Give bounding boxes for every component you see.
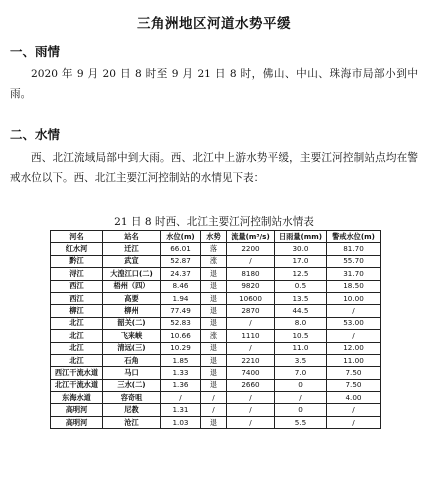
cell-warning-level: / — [327, 404, 381, 416]
header-flow: 流量(m³/s) — [227, 231, 275, 243]
cell-river: 东海水道 — [51, 392, 103, 404]
cell-rainfall: / — [275, 392, 327, 404]
cell-water-level: 1.31 — [161, 404, 201, 416]
cell-water-level: 1.85 — [161, 354, 201, 366]
cell-water-level: 10.66 — [161, 330, 201, 342]
cell-river: 西江 — [51, 280, 103, 292]
table-row — [51, 416, 381, 428]
cell-rainfall: 5.5 — [275, 416, 327, 428]
cell-station: 高要 — [103, 292, 161, 304]
cell-flow: 9820 — [227, 280, 275, 292]
cell-rainfall: 10.5 — [275, 330, 327, 342]
cell-water-level: 1.94 — [161, 292, 201, 304]
cell-water-level: 24.37 — [161, 268, 201, 280]
cell-rainfall: 7.0 — [275, 367, 327, 379]
table-row — [51, 305, 381, 317]
cell-trend: 退 — [201, 354, 227, 366]
cell-river: 西江干流水道 — [51, 367, 103, 379]
cell-flow: / — [227, 255, 275, 267]
cell-river: 高明河 — [51, 416, 103, 428]
table-caption: 21 日 8 时西、北江主要江河控制站水情表 — [114, 216, 314, 228]
cell-rainfall: 11.0 — [275, 342, 327, 354]
cell-warning-level: 12.00 — [327, 342, 381, 354]
cell-flow: 1110 — [227, 330, 275, 342]
cell-trend: / — [201, 404, 227, 416]
cell-river: 柳江 — [51, 305, 103, 317]
table-row — [51, 342, 381, 354]
cell-trend: 退 — [201, 379, 227, 391]
cell-warning-level: 31.70 — [327, 268, 381, 280]
cell-flow: 2210 — [227, 354, 275, 366]
table-header-row — [51, 231, 381, 243]
cell-warning-level: 53.00 — [327, 317, 381, 329]
cell-water-level: 52.87 — [161, 255, 201, 267]
water-level-table — [50, 230, 381, 429]
section-heading-rain: 一、雨情 — [10, 44, 61, 59]
section-text-rain: 2020 年 9 月 20 日 8 时至 9 月 21 日 8 时，佛山、中山、珠海市局部小到中雨。 — [10, 68, 418, 100]
cell-river: 北江干流水道 — [51, 379, 103, 391]
cell-water-level: 10.29 — [161, 342, 201, 354]
cell-river: 西江 — [51, 292, 103, 304]
cell-station: 柳州 — [103, 305, 161, 317]
cell-trend: 退 — [201, 280, 227, 292]
cell-river: 北江 — [51, 330, 103, 342]
table-row — [51, 268, 381, 280]
cell-flow: / — [227, 404, 275, 416]
header-water-level: 水位(m) — [161, 231, 201, 243]
table-row — [51, 330, 381, 342]
table-row — [51, 243, 381, 255]
cell-station: 石角 — [103, 354, 161, 366]
cell-water-level: 52.83 — [161, 317, 201, 329]
cell-flow: 7400 — [227, 367, 275, 379]
cell-rainfall: 44.5 — [275, 305, 327, 317]
cell-river: 红水河 — [51, 243, 103, 255]
table-row — [51, 367, 381, 379]
cell-station: 飞来峡 — [103, 330, 161, 342]
cell-flow: 2660 — [227, 379, 275, 391]
cell-warning-level: 18.50 — [327, 280, 381, 292]
cell-rainfall: 0 — [275, 379, 327, 391]
cell-flow: 10600 — [227, 292, 275, 304]
cell-station: 韶关(二) — [103, 317, 161, 329]
cell-station: 清远(三) — [103, 342, 161, 354]
cell-rainfall: 12.5 — [275, 268, 327, 280]
cell-warning-level: 55.70 — [327, 255, 381, 267]
cell-warning-level: 11.00 — [327, 354, 381, 366]
page-title: 三角洲地区河道水势平缓 — [137, 16, 291, 32]
table-row — [51, 317, 381, 329]
header-warning-level: 警戒水位(m) — [327, 231, 381, 243]
cell-rainfall: 17.0 — [275, 255, 327, 267]
cell-flow: 2870 — [227, 305, 275, 317]
cell-trend: 退 — [201, 367, 227, 379]
header-station: 站名 — [103, 231, 161, 243]
cell-trend: 涨 — [201, 255, 227, 267]
cell-trend: / — [201, 392, 227, 404]
table-row — [51, 292, 381, 304]
cell-flow: 8180 — [227, 268, 275, 280]
section-heading-water: 二、水情 — [10, 127, 61, 142]
table-row — [51, 280, 381, 292]
cell-warning-level: 7.50 — [327, 367, 381, 379]
cell-flow: / — [227, 392, 275, 404]
header-river: 河名 — [51, 231, 103, 243]
cell-warning-level: / — [327, 416, 381, 428]
section-text-water: 西、北江流域局部中到大雨。西、北江中上游水势平缓，主要江河控制站点均在警戒水位以下。西、北江主要江河控制站的水情见下表： — [10, 152, 418, 184]
table-row — [51, 392, 381, 404]
cell-warning-level: 10.00 — [327, 292, 381, 304]
cell-warning-level: 81.70 — [327, 243, 381, 255]
cell-water-level: 1.36 — [161, 379, 201, 391]
cell-water-level: 1.03 — [161, 416, 201, 428]
cell-trend: 退 — [201, 305, 227, 317]
cell-flow: / — [227, 342, 275, 354]
cell-flow: 2200 — [227, 243, 275, 255]
cell-station: 尼教 — [103, 404, 161, 416]
cell-river: 浔江 — [51, 268, 103, 280]
cell-water-level: 77.49 — [161, 305, 201, 317]
cell-river: 黔江 — [51, 255, 103, 267]
cell-river: 北江 — [51, 342, 103, 354]
cell-flow: / — [227, 317, 275, 329]
cell-station: 武宣 — [103, 255, 161, 267]
header-trend: 水势 — [201, 231, 227, 243]
cell-rainfall: 30.0 — [275, 243, 327, 255]
cell-water-level: 8.46 — [161, 280, 201, 292]
cell-warning-level: / — [327, 305, 381, 317]
table-row — [51, 379, 381, 391]
cell-station: 迁江 — [103, 243, 161, 255]
cell-station: 三水(二) — [103, 379, 161, 391]
cell-trend: 退 — [201, 416, 227, 428]
table-row — [51, 404, 381, 416]
cell-trend: 退 — [201, 268, 227, 280]
cell-station: 马口 — [103, 367, 161, 379]
cell-trend: 退 — [201, 342, 227, 354]
cell-trend: 落 — [201, 243, 227, 255]
cell-station: 容奇咀 — [103, 392, 161, 404]
cell-station: 梧州（四） — [103, 280, 161, 292]
cell-warning-level: / — [327, 330, 381, 342]
cell-water-level: 66.01 — [161, 243, 201, 255]
cell-flow: / — [227, 416, 275, 428]
cell-water-level: / — [161, 392, 201, 404]
cell-river: 高明河 — [51, 404, 103, 416]
table-row — [51, 354, 381, 366]
cell-water-level: 1.33 — [161, 367, 201, 379]
cell-trend: 涨 — [201, 330, 227, 342]
cell-river: 北江 — [51, 354, 103, 366]
header-rainfall: 日雨量(mm) — [275, 231, 327, 243]
cell-rainfall: 3.5 — [275, 354, 327, 366]
cell-warning-level: 4.00 — [327, 392, 381, 404]
cell-rainfall: 8.0 — [275, 317, 327, 329]
table-row — [51, 255, 381, 267]
cell-rainfall: 0 — [275, 404, 327, 416]
cell-station: 沧江 — [103, 416, 161, 428]
cell-station: 大湟江口(二) — [103, 268, 161, 280]
cell-trend: 退 — [201, 292, 227, 304]
cell-warning-level: 7.50 — [327, 379, 381, 391]
cell-river: 北江 — [51, 317, 103, 329]
cell-rainfall: 0.5 — [275, 280, 327, 292]
cell-trend: 退 — [201, 317, 227, 329]
cell-rainfall: 13.5 — [275, 292, 327, 304]
